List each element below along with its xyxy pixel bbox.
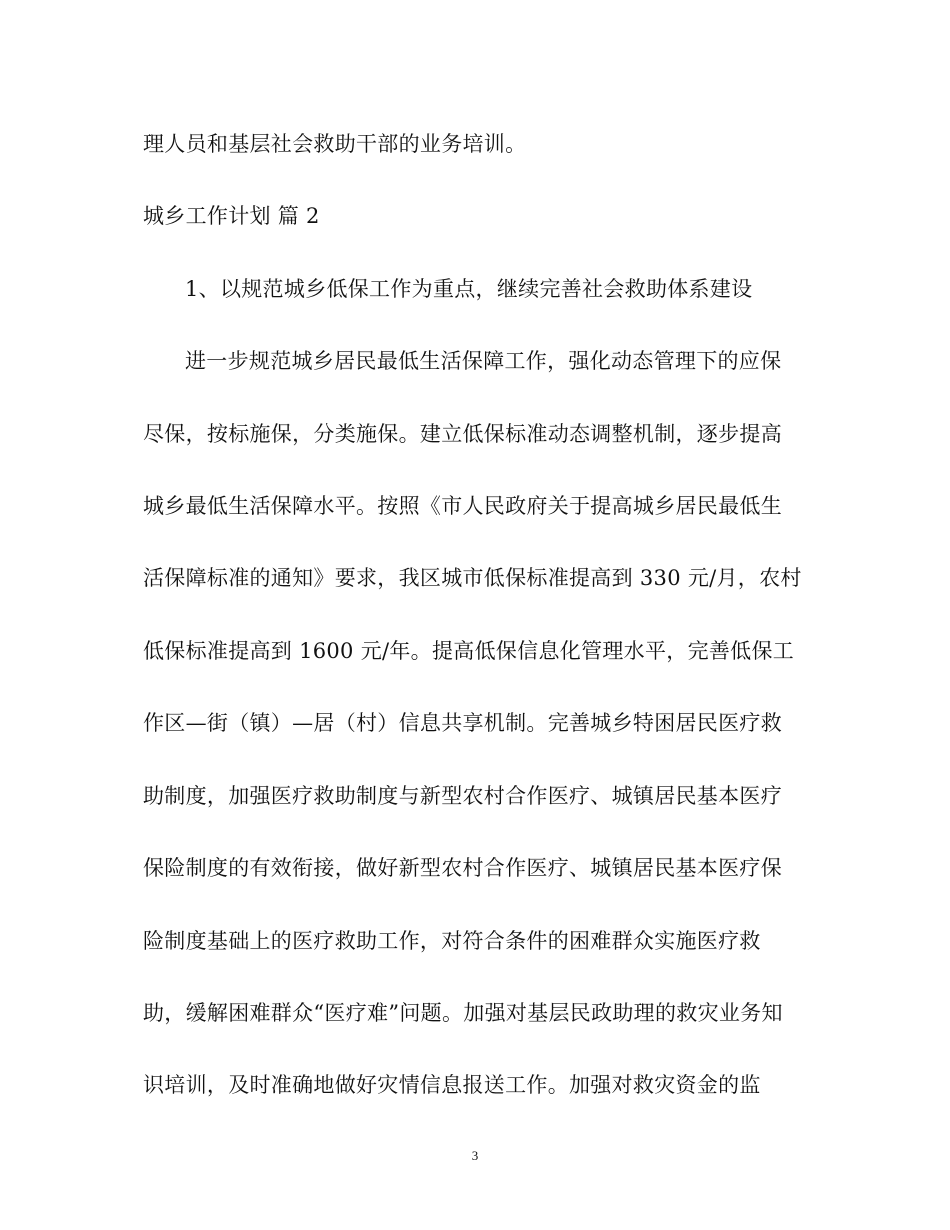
paragraph-line: 助，缓解困难群众“医疗难”问题。加强对基层民政助理的救灾业务知 — [143, 1001, 783, 1025]
paragraph-line: 低保标准提高到 1600 元/年。提高低保信息化管理水平，完善低保工 — [143, 639, 795, 663]
paragraph-line: 险制度基础上的医疗救助工作，对符合条件的困难群众实施医疗救 — [143, 929, 761, 953]
paragraph-line: 识培训，及时准确地做好灾情信息报送工作。加强对救灾资金的监 — [143, 1073, 761, 1097]
section-heading: 城乡工作计划 篇 2 — [143, 204, 320, 228]
paragraph-line: 助制度，加强医疗救助制度与新型农村合作医疗、城镇居民基本医疗 — [143, 784, 782, 808]
paragraph-line: 作区—街（镇）—居（村）信息共享机制。完善城乡特困居民医疗救 — [143, 711, 782, 735]
paragraph-line: 尽保，按标施保，分类施保。建立低保标准动态调整机制，逐步提高 — [143, 422, 782, 446]
subsection-heading: 1、以规范城乡低保工作为重点，继续完善社会救助体系建设 — [185, 277, 753, 301]
paragraph-line: 活保障标准的通知》要求，我区城市低保标准提高到 330 元/月，农村 — [143, 566, 802, 590]
page-number: 3 — [471, 1148, 479, 1163]
paragraph-line: 理人员和基层社会救助干部的业务培训。 — [143, 132, 527, 156]
paragraph-line: 进一步规范城乡居民最低生活保障工作，强化动态管理下的应保 — [185, 349, 782, 373]
paragraph-line: 城乡最低生活保障水平。按照《市人民政府关于提高城乡居民最低生 — [143, 494, 782, 518]
paragraph-line: 保险制度的有效衔接，做好新型农村合作医疗、城镇居民基本医疗保 — [143, 856, 782, 880]
